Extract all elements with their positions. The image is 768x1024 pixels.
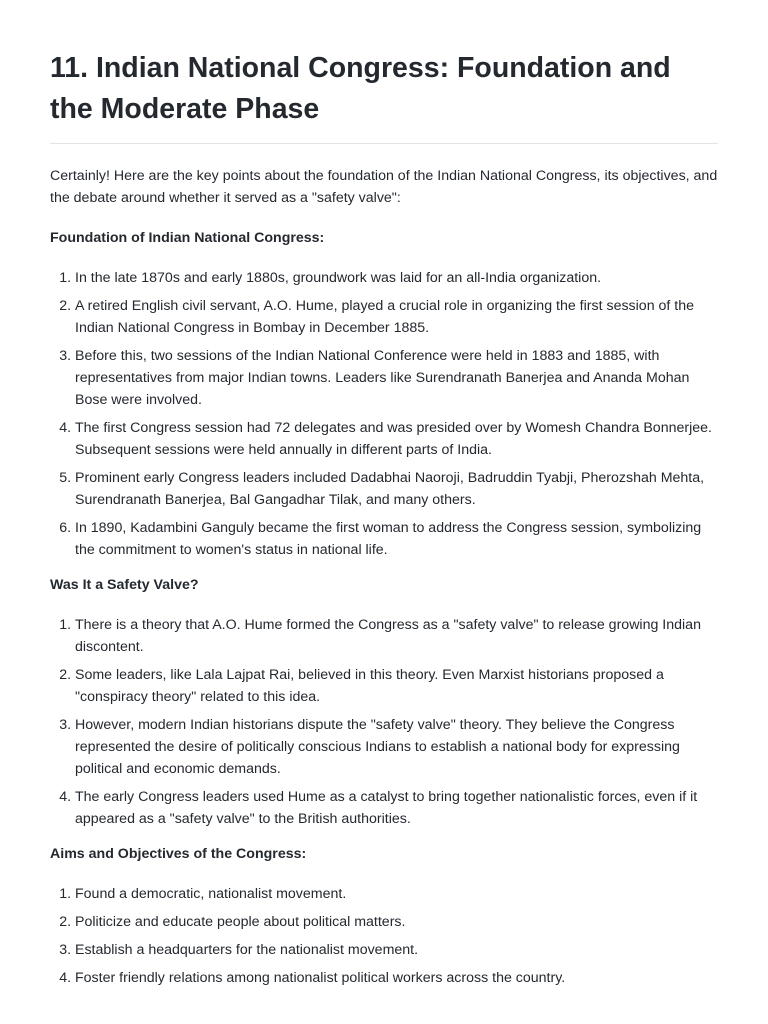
foundation-list [50, 267, 718, 561]
list-item: 2. Some leaders, like Lala Lajpat Rai, believed in this theory. Even Marxist historians proposed a "conspiracy theory" related to this idea. [75, 664, 718, 708]
page-title: 11. Indian National Congress: Foundation and the Moderate Phase [50, 48, 718, 144]
list-item: 1. There is a theory that A.O. Hume formed the Congress as a "safety valve" to release growing Indian discontent. [75, 614, 718, 658]
section-heading-foundation: Foundation of Indian National Congress: [50, 230, 325, 246]
list-item: 2. Politicize and educate people about political matters. [75, 911, 718, 933]
aims-list [50, 883, 718, 989]
list-item: 3. However, modern Indian historians dispute the "safety valve" theory. They believe the Congress represented the desire of politically conscious Indians to establish a national body for expressing political and economic demands. [75, 714, 718, 780]
section-heading-aims: Aims and Objectives of the Congress: [50, 846, 307, 862]
safety-valve-list [50, 614, 718, 830]
list-item: 1. Found a democratic, nationalist movement. [75, 883, 718, 905]
list-item: 5. Prominent early Congress leaders included Dadabhai Naoroji, Badruddin Tyabji, Pherozshah Mehta, Surendranath Banerjea, Bal Gangadhar Tilak, and many others. [75, 467, 718, 511]
list-item: 4. The early Congress leaders used Hume as a catalyst to bring together nationalistic forces, even if it appeared as a "safety valve" to the British authorities. [75, 786, 718, 830]
section-heading-safety-valve: Was It a Safety Valve? [50, 577, 199, 593]
list-item: 3. Establish a headquarters for the nationalist movement. [75, 939, 718, 961]
list-item: 1. In the late 1870s and early 1880s, groundwork was laid for an all-India organization. [75, 267, 718, 289]
list-item: 4. Foster friendly relations among nationalist political workers across the country. [75, 967, 718, 989]
list-item: 4. The first Congress session had 72 delegates and was presided over by Womesh Chandra Bonnerjee. Subsequent sessions were held annually in different parts of India. [75, 417, 718, 461]
list-item: 3. Before this, two sessions of the Indian National Conference were held in 1883 and 1885, with representatives from major Indian towns. Leaders like Surendranath Banerjea and Ananda Mohan Bose were involved. [75, 345, 718, 411]
list-item: 6. In 1890, Kadambini Ganguly became the first woman to address the Congress session, symbolizing the commitment to women's status in national life. [75, 517, 718, 561]
intro-paragraph: Certainly! Here are the key points about the foundation of the Indian National Congress, its objectives, and the debate around whether it served as a "safety valve": [50, 168, 718, 206]
list-item: 2. A retired English civil servant, A.O. Hume, played a crucial role in organizing the first session of the Indian National Congress in Bombay in December 1885. [75, 295, 718, 339]
